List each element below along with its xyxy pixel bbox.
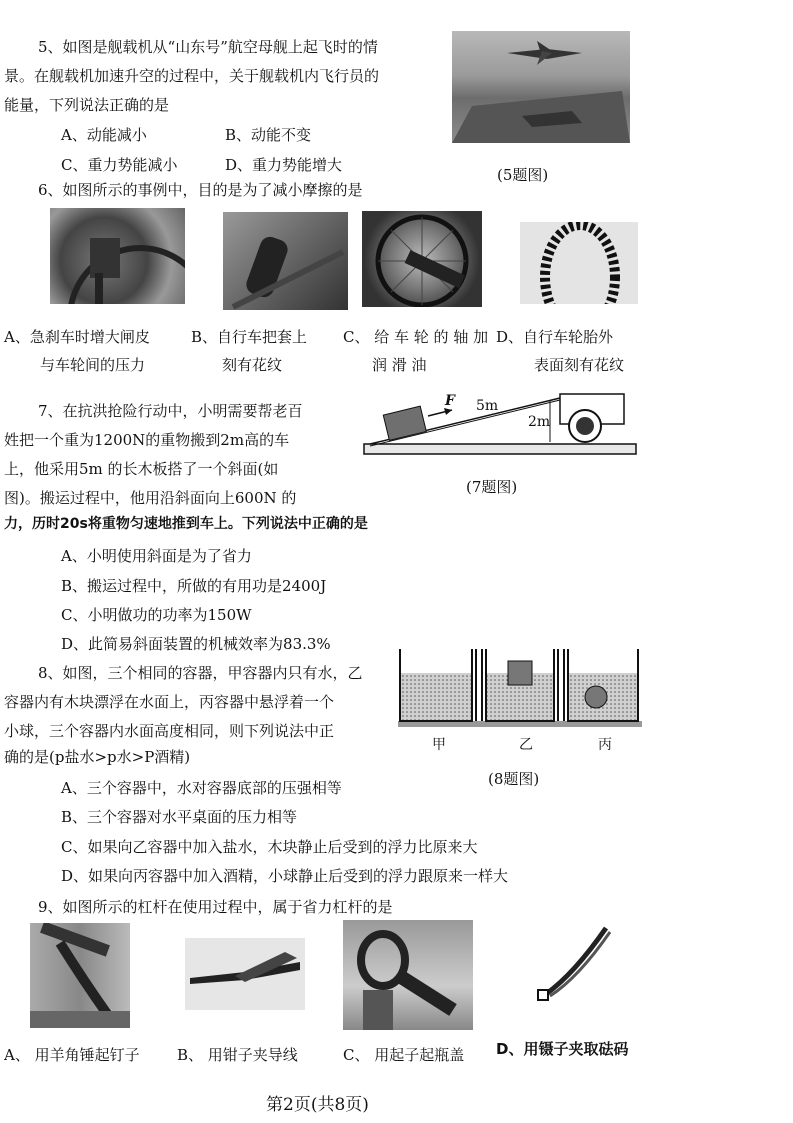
q8-line3: 小球，三个容器内水面高度相同，则下列说法中正	[4, 722, 335, 740]
q8-option-c: C、如果向乙容器中加入盐水，木块静止后受到的浮力比原来大	[61, 838, 478, 856]
q9-option-d: D、用镊子夹取砝码	[496, 1040, 629, 1058]
q7-line5: 力，历时20s将重物匀速地推到车上。下列说法中正确的是	[4, 516, 368, 532]
q6-option-b-line1: B、自行车把套上	[191, 328, 308, 346]
page-footer: 第2页(共8页)	[266, 1095, 369, 1115]
q5-option-c: C、重力势能减小	[61, 156, 178, 174]
hammer-icon	[30, 923, 130, 1028]
q8-line2: 容器内有木块漂浮在水面上，丙容器中悬浮着一个	[4, 693, 335, 711]
q9-option-b: B、 用钳子夹导线	[177, 1046, 298, 1064]
q7-line2: 姓把一个重为1200N的重物搬到2m高的车	[4, 431, 290, 449]
q5-line1: 5、如图是舰载机从“山东号”航空母舰上起飞时的情	[38, 38, 378, 56]
bicycle-brake-icon	[50, 208, 185, 304]
tire-photo	[520, 222, 638, 304]
q6-option-a-line2: 与车轮间的压力	[40, 356, 146, 374]
brake-photo	[50, 208, 185, 304]
incline-diagram	[360, 386, 640, 464]
tire-tread-icon	[520, 222, 638, 304]
bottle-opener-icon	[343, 920, 473, 1030]
fighter-jet-icon	[452, 31, 630, 143]
q8-option-b: B、三个容器对水平桌面的压力相等	[61, 808, 298, 826]
wheel-spokes-icon	[362, 211, 482, 307]
q8-line1: 8、如图，三个相同的容器，甲容器内只有水，乙	[38, 664, 363, 682]
bottle-opener-photo	[343, 920, 473, 1030]
q8-option-d: D、如果向丙容器中加入酒精，小球静止后受到的浮力跟原来一样大	[61, 867, 509, 885]
claw-hammer-photo	[30, 923, 130, 1028]
q9-option-c: C、 用起子起瓶盖	[343, 1046, 465, 1064]
q5-option-a: A、动能减小	[61, 126, 147, 144]
incline-force-label: F	[445, 393, 455, 409]
container-label-bing: 丙	[598, 737, 612, 753]
q7-line4: 图)。搬运过程中，他用沿斜面向上600N 的	[4, 489, 297, 507]
q6-option-c-line2: 润 滑 油	[372, 356, 427, 374]
aircraft-carrier-photo	[452, 31, 630, 143]
q8-line4: 确的是(p盐水>p水>P酒精)	[4, 748, 191, 766]
pliers-photo	[185, 938, 305, 1010]
q7-option-c: C、小明做功的功率为150W	[61, 606, 252, 624]
q6-stem: 6、如图所示的事例中，目的是为了减小摩擦的是	[38, 181, 363, 199]
container-label-yi: 乙	[519, 737, 533, 753]
q7-option-b: B、搬运过程中，所做的有用功是2400J	[61, 577, 327, 595]
q5-figure-caption: (5题图)	[497, 166, 549, 184]
q7-option-a: A、小明使用斜面是为了省力	[61, 547, 252, 565]
q6-option-c-line1: C、 给 车 轮 的 轴 加	[343, 328, 489, 346]
containers-diagram	[398, 643, 642, 735]
container-label-jia: 甲	[432, 737, 446, 753]
incline-length-label: 5m	[476, 398, 499, 414]
q5-line2: 景。在舰载机加速升空的过程中，关于舰载机内飞行员的	[4, 67, 380, 85]
tweezers-icon	[534, 924, 614, 1008]
q6-option-d-line1: D、自行车轮胎外	[496, 328, 614, 346]
q5-option-b: B、动能不变	[225, 126, 312, 144]
pliers-icon	[185, 938, 305, 1010]
q7-line1: 7、在抗洪抢险行动中，小明需要帮老百	[38, 402, 303, 420]
wheel-axle-photo	[362, 211, 482, 307]
q5-line3: 能量，下列说法正确的是	[4, 96, 170, 114]
incline-height-label: 2m	[528, 414, 551, 430]
q6-option-b-line2: 刻有花纹	[222, 356, 283, 374]
q9-option-a: A、 用羊角锤起钉子	[4, 1046, 140, 1064]
q8-figure-caption: (8题图)	[488, 770, 540, 788]
handlebar-photo	[223, 212, 348, 310]
handlebar-grip-icon	[223, 212, 348, 310]
q6-option-d-line2: 表面刻有花纹	[534, 356, 625, 374]
q7-option-d: D、此简易斜面装置的机械效率为83.3%	[61, 635, 331, 653]
q7-line3: 上，他采用5m 的长木板搭了一个斜面(如	[4, 460, 279, 478]
q8-option-a: A、三个容器中，水对容器底部的压强相等	[61, 779, 342, 797]
q6-option-a-line1: A、急刹车时增大闸皮	[4, 328, 150, 346]
q5-option-d: D、重力势能增大	[225, 156, 343, 174]
q7-figure-caption: (7题图)	[466, 478, 518, 496]
q9-stem: 9、如图所示的杠杆在使用过程中，属于省力杠杆的是	[38, 898, 393, 916]
